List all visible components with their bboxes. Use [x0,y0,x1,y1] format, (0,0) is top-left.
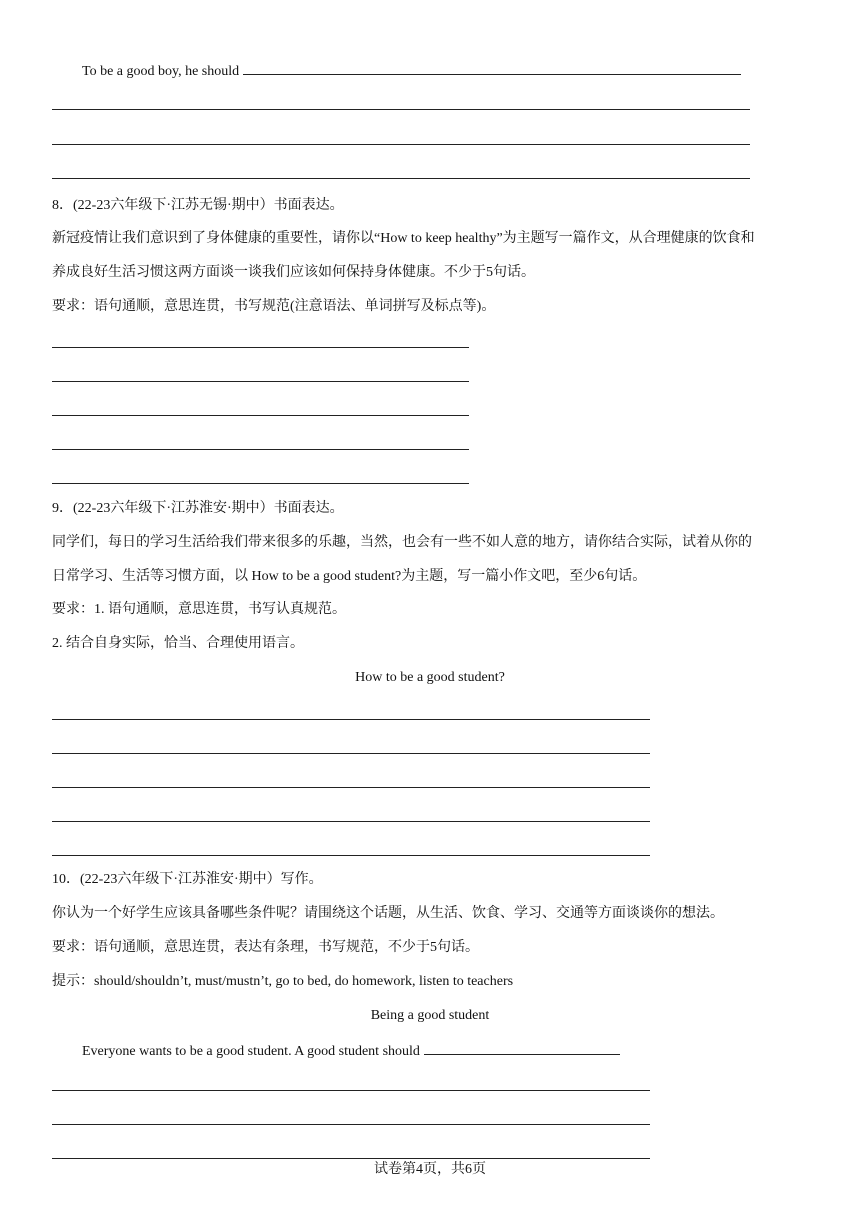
q10-opening: Everyone wants to be a good student. A good student should [82,1044,420,1059]
q10-opening-blank[interactable] [424,1040,620,1055]
q9-answer-line-5[interactable] [52,855,650,856]
q10-requirement: 要求：语句通顺，意思连贯，表达有条理，书写规范，不少于5句话。 [52,940,479,955]
q10-answer-line-1[interactable] [52,1090,650,1091]
q9-requirement-1: 要求：1. 语句通顺，意思连贯，书写认真规范。 [52,602,346,617]
q7-answer-line-1[interactable] [52,109,750,110]
q10-opening-line [82,1040,620,1062]
q10-answer-line-2[interactable] [52,1124,650,1125]
q9-answer-line-3[interactable] [52,787,650,788]
q10-header: 10．(22-23六年级下·江苏淮安·期中）写作。 [52,872,323,887]
q10-body-line-1: 你认为一个好学生应该具备哪些条件呢？请围绕这个话题，从生活、饮食、学习、交通等方面谈谈你的想法。 [52,906,724,921]
q7-answer-line-2[interactable] [52,144,750,145]
q9-answer-line-4[interactable] [52,821,650,822]
q8-answer-line-2[interactable] [52,381,469,382]
q8-answer-line-1[interactable] [52,347,469,348]
q7-answer-blank[interactable] [243,60,741,75]
q7-answer-line-3[interactable] [52,178,750,179]
q8-answer-line-5[interactable] [52,483,469,484]
q9-body-line-2: 日常学习、生活等习惯方面，以 How to be a good student?为主题，写一篇小作文吧，至少6句话。 [52,569,647,584]
q9-essay-title: How to be a good student? [355,670,505,685]
q9-header: 9．(22-23六年级下·江苏淮安·期中）书面表达。 [52,501,344,516]
q9-requirement-2: 2. 结合自身实际，恰当、合理使用语言。 [52,636,304,651]
q8-header: 8．(22-23六年级下·江苏无锡·期中）书面表达。 [52,198,344,213]
q8-body-line-2: 养成良好生活习惯这两方面谈一谈我们应该如何保持身体健康。不少于5句话。 [52,265,535,280]
q7-prompt-line [82,60,741,82]
q9-answer-line-1[interactable] [52,719,650,720]
q8-requirement: 要求：语句通顺，意思连贯，书写规范(注意语法、单词拼写及标点等)。 [52,299,496,314]
q9-answer-line-2[interactable] [52,753,650,754]
q7-prompt: To be a good boy, he should [82,64,240,79]
q8-answer-line-4[interactable] [52,449,469,450]
q8-body-line-1: 新冠疫情让我们意识到了身体健康的重要性，请你以“How to keep healthy”为主题写一篇作文，从合理健康的饮食和 [52,231,755,246]
q10-essay-title: Being a good student [370,1008,490,1023]
q10-answer-line-3[interactable] [52,1158,650,1159]
q9-body-line-1: 同学们，每日的学习生活给我们带来很多的乐趣，当然，也会有一些不如人意的地方，请你结合实际，试着从你的 [52,535,752,550]
page-footer: 试卷第4页，共6页 [374,1162,486,1177]
q8-answer-line-3[interactable] [52,415,469,416]
q10-hint: 提示：should/shouldn’t, must/mustn’t, go to bed, do homework, listen to teachers [52,974,514,989]
